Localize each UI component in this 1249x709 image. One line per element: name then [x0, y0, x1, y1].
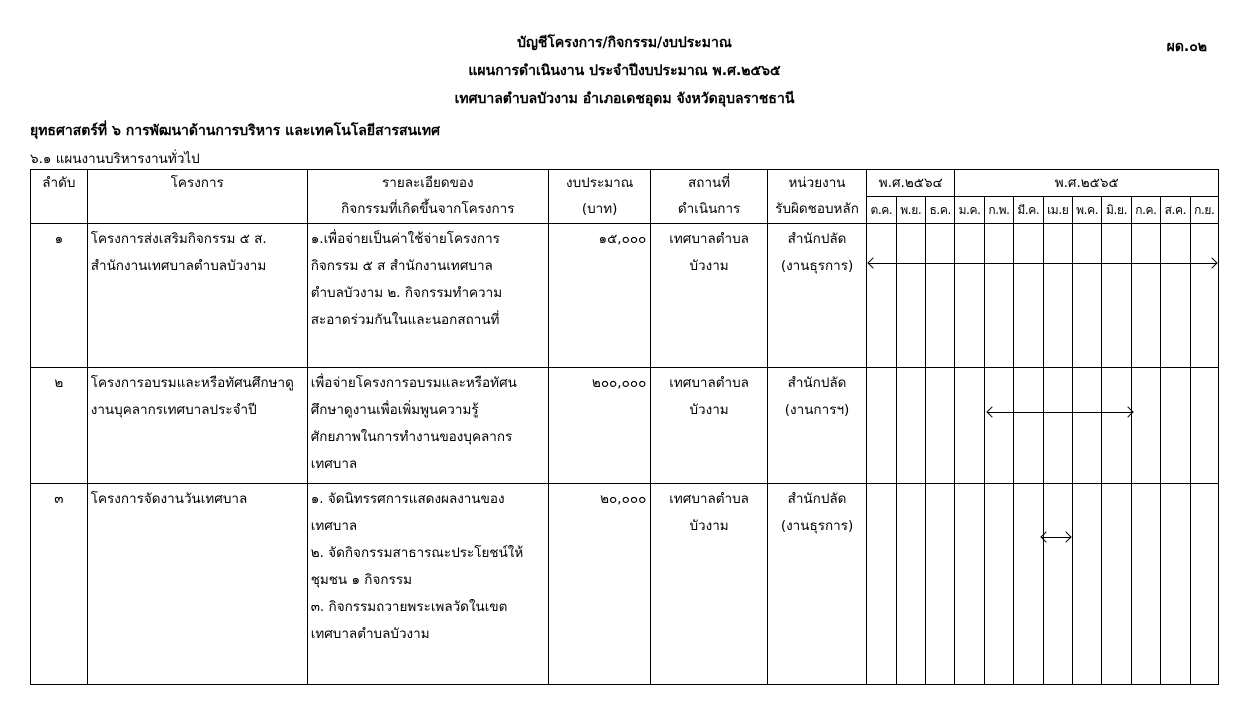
month-cell — [1043, 224, 1072, 368]
month-cell — [925, 224, 954, 368]
row-project: โครงการจัดงานวันเทศบาล — [87, 484, 307, 685]
project-table — [30, 169, 1219, 685]
month-cell — [867, 368, 896, 484]
header-unit-line2: รับผิดชอบหลัก — [775, 201, 859, 217]
month-cell — [1161, 224, 1190, 368]
header-detail-line1: รายละเอียดของ — [382, 175, 474, 191]
month-header: ม.ค. — [955, 197, 984, 224]
month-cell — [1014, 224, 1043, 368]
header-project: โครงการ — [87, 170, 307, 224]
row-no: ๑ — [31, 224, 88, 368]
month-cell — [1161, 484, 1190, 685]
detail-line: ศึกษาดูงานเพื่อเพิ่มพูนความรู้ — [310, 402, 479, 418]
row-budget: ๒๐,๐๐๐ — [548, 484, 650, 685]
month-cell — [955, 484, 984, 685]
month-cell — [867, 484, 896, 685]
month-cell — [1014, 484, 1043, 685]
table-row — [31, 368, 1219, 484]
month-cell — [1102, 368, 1131, 484]
month-cell — [925, 368, 954, 484]
row-place — [651, 368, 768, 484]
header-place-line1: สถานที่ — [688, 175, 731, 191]
month-cell — [867, 224, 896, 368]
detail-line: ชุมชน ๑ กิจกรรม — [310, 572, 412, 588]
month-cell — [955, 224, 984, 368]
detail-line: เทศบาล — [310, 456, 358, 472]
table-row — [31, 224, 1219, 368]
header-place-line2: ดำเนินการ — [677, 201, 741, 217]
header-place — [651, 170, 768, 224]
month-header: ก.ค. — [1131, 197, 1160, 224]
row-unit — [767, 224, 866, 368]
header-unit-line1: หน่วยงาน — [788, 175, 846, 191]
month-cell — [896, 368, 925, 484]
strategy-heading: ยุทธศาสตร์ที่ ๖ การพัฒนาด้านการบริหาร และเทคโนโลยีสารสนเทศ — [30, 123, 441, 139]
row-place — [651, 224, 768, 368]
month-header: ต.ค. — [867, 197, 896, 224]
header-no: ลำดับ — [31, 170, 88, 224]
month-cell — [1131, 224, 1160, 368]
row-project: โครงการอบรมและหรือทัศนศึกษาดูงานบุคลากรเทศบาลประจำปี — [87, 368, 307, 484]
row-unit — [767, 484, 866, 685]
unit-line: สำนักปลัด — [787, 491, 847, 507]
detail-line: ศักยภาพในการทำงานของบุคลากร — [310, 429, 513, 445]
row-budget: ๒๐๐,๐๐๐ — [548, 368, 650, 484]
month-cell — [925, 484, 954, 685]
place-line: บัวงาม — [689, 258, 729, 274]
place-line: บัวงาม — [689, 518, 729, 534]
detail-line: ๑. จัดนิทรรศการแสดงผลงานของ — [310, 491, 505, 507]
month-cell — [955, 368, 984, 484]
month-cell — [1190, 484, 1219, 685]
row-budget: ๑๕,๐๐๐ — [548, 224, 650, 368]
place-line: เทศบาลตำบล — [669, 491, 749, 507]
detail-line: กิจกรรม ๕ ส สำนักงานเทศบาล — [310, 258, 493, 274]
row-no: ๒ — [31, 368, 88, 484]
header-budget-line2: (บาท) — [581, 201, 618, 217]
detail-line: สะอาดร่วมกันในและนอกสถานที่ — [310, 312, 500, 328]
detail-line: เทศบาล — [310, 518, 358, 534]
month-cell — [896, 224, 925, 368]
row-no: ๓ — [31, 484, 88, 685]
document-title: บัญชีโครงการ/กิจกรรม/งบประมาณ — [517, 35, 732, 51]
document-subtitle: แผนการดำเนินงาน ประจำปีงบประมาณ พ.ศ.๒๕๖๕ — [468, 63, 781, 79]
month-cell — [1190, 224, 1219, 368]
month-header: ก.ย. — [1190, 197, 1219, 224]
row-unit — [767, 368, 866, 484]
month-header: มิ.ย. — [1102, 197, 1131, 224]
detail-line: ๓. กิจกรรมถวายพระเพลวัดในเขต — [310, 599, 508, 615]
month-cell — [1190, 368, 1219, 484]
unit-line: (งานธุรการ) — [780, 518, 854, 534]
month-header: พ.ย. — [896, 197, 925, 224]
row-project: โครงการส่งเสริมกิจกรรม ๕ ส. สำนักงานเทศบาลตำบลบัวงาม — [87, 224, 307, 368]
month-cell — [984, 484, 1013, 685]
row-detail — [307, 224, 548, 368]
month-cell — [1131, 484, 1160, 685]
place-line: บัวงาม — [689, 402, 729, 418]
month-header: ธ.ค. — [925, 197, 954, 224]
month-cell — [1043, 484, 1072, 685]
month-cell — [1102, 484, 1131, 685]
header-budget — [548, 170, 650, 224]
place-line: เทศบาลตำบล — [669, 375, 749, 391]
organization-line: เทศบาลตำบลบัวงาม อำเภอเดชอุดม จังหวัดอุบลราชธานี — [454, 91, 795, 107]
table-row — [31, 484, 1219, 685]
detail-line: เพื่อจ่ายโครงการอบรมและหรือทัศน — [310, 375, 517, 391]
detail-line: ๑.เพื่อจ่ายเป็นค่าใช้จ่ายโครงการ — [310, 231, 500, 247]
unit-line: สำนักปลัด — [787, 231, 847, 247]
unit-line: (งานการฯ) — [784, 402, 850, 418]
form-code: ผด.๐๒ — [1166, 39, 1207, 55]
month-header: ส.ค. — [1161, 197, 1190, 224]
month-header: ก.พ. — [984, 197, 1013, 224]
month-cell — [1072, 224, 1101, 368]
row-detail — [307, 368, 548, 484]
month-cell — [1131, 368, 1160, 484]
month-cell — [1043, 368, 1072, 484]
detail-line: ตำบลบัวงาม ๒. กิจกรรมทำความ — [310, 285, 503, 301]
month-header: เม.ย — [1043, 197, 1072, 224]
month-cell — [896, 484, 925, 685]
month-cell — [984, 224, 1013, 368]
month-cell — [1102, 224, 1131, 368]
row-place — [651, 484, 768, 685]
header-detail — [307, 170, 548, 224]
month-cell — [1072, 484, 1101, 685]
unit-line: (งานธุรการ) — [780, 258, 854, 274]
detail-line: เทศบาลตำบลบัวงาม — [310, 626, 430, 642]
header-row-1 — [31, 170, 1219, 197]
month-cell — [1072, 368, 1101, 484]
month-header: มี.ค. — [1014, 197, 1043, 224]
place-line: เทศบาลตำบล — [669, 231, 749, 247]
header-detail-line2: กิจกรรมที่เกิดขึ้นจากโครงการ — [341, 201, 515, 217]
header-unit — [767, 170, 866, 224]
header-year-2564: พ.ศ.๒๕๖๔ — [867, 170, 955, 197]
month-cell — [984, 368, 1013, 484]
month-cell — [1014, 368, 1043, 484]
header-budget-line1: งบประมาณ — [566, 175, 634, 191]
unit-line: สำนักปลัด — [787, 375, 847, 391]
schedule-arrow — [1041, 537, 1071, 538]
row-detail — [307, 484, 548, 685]
header-year-2565: พ.ศ.๒๕๖๕ — [955, 170, 1219, 197]
month-header: พ.ค. — [1072, 197, 1101, 224]
month-cell — [1161, 368, 1190, 484]
plan-heading: ๖.๑ แผนงานบริหารงานทั่วไป — [30, 151, 200, 167]
detail-line: ๒. จัดกิจกรรมสาธารณะประโยชน์ให้ — [310, 545, 524, 561]
